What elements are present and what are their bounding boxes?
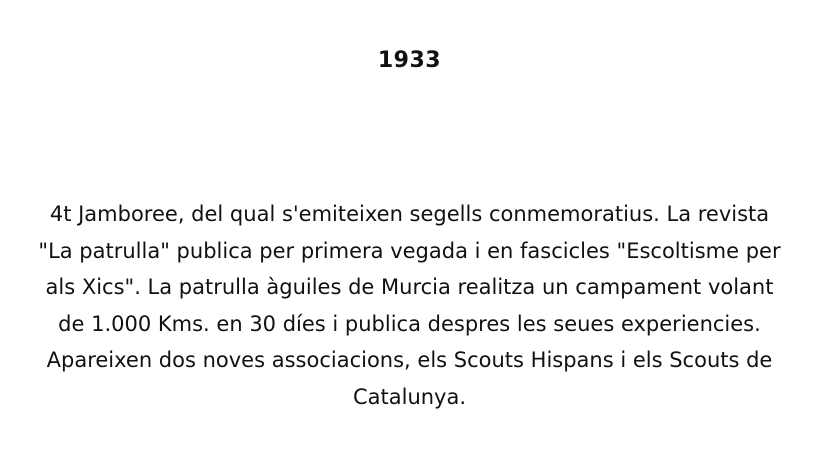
event-description: 4t Jamboree, del qual s'emiteixen segells conmemoratius. La revista "La patrulla" publica per primera vegada i en fascicles "Escoltisme per als Xics". La patrulla àguiles de Murcia realitza un campament volant de 1.000 Kms. en 30 díes i publica despres les seues experiencies. Apareixen dos noves associacions, els Scouts Hispans i els Scouts de Catalunya.	[38, 202, 781, 409]
year-heading: 1933	[377, 48, 442, 73]
